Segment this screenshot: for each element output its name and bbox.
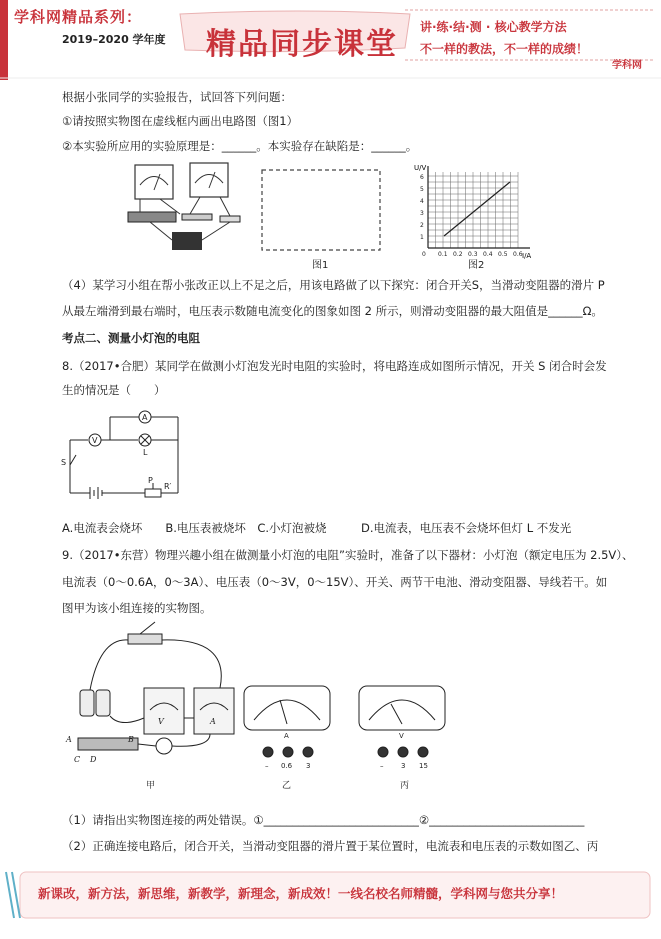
y-tick: 6 [420, 174, 424, 181]
ammeter-terminal: 3 [306, 762, 311, 770]
header-series: 学科网精品系列： [14, 8, 143, 26]
lamp-label: L [143, 448, 148, 457]
x-tick: 0 [422, 251, 426, 258]
ammeter-terminal: – [265, 762, 269, 770]
rheostat-terminal-A: A [66, 735, 72, 744]
question-4-line-2: 从最左端滑到最右端时，电压表示数随电流变化的图象如图 2 所示，则滑动变阻器的最大阻值是______Ω。 [62, 304, 603, 318]
graph-y-label: U/V [414, 164, 427, 172]
question-9-sub-1: （1）请指出实物图连接的两处错误。①___________________________②___________________________ [62, 813, 585, 827]
y-tick: 1 [420, 234, 424, 241]
circuit-diagram [60, 405, 190, 505]
graph-x-label: I/A [522, 252, 532, 260]
voltmeter-label: V [92, 436, 98, 445]
physical-circuit-figure [60, 618, 240, 768]
voltmeter-terminal: 15 [419, 762, 428, 770]
voltmeter-terminal: 3 [401, 762, 406, 770]
u-i-graph [400, 160, 540, 260]
footer-text: 新课改，新方法，新思维，新教学，新理念，新成效！一线名校名师精髓，学科网与您共分享！ [38, 886, 564, 901]
rheostat-terminal-D: D [90, 755, 97, 764]
rheostat-label: R′ [164, 482, 172, 491]
x-tick: 0.6 [513, 251, 523, 258]
ammeter-label-jia: A [210, 717, 216, 726]
voltmeter-dial-unit: V [399, 732, 404, 740]
question-2: ②本实验所应用的实验原理是：______。本实验存在缺陷是：______。 [62, 139, 418, 153]
question-8-line-2: 生的情况是（ ） [62, 383, 166, 397]
section-title: 考点二、测量小灯泡的电阻 [62, 331, 200, 345]
intro-text: 根据小张同学的实验报告，试回答下列问题： [62, 90, 292, 104]
question-8-options: A.电流表会烧坏 B.电压表被烧坏 C.小灯泡被烧 D.电流表，电压表不会烧坏但灯 L 不发光 [62, 521, 572, 535]
x-tick: 0.2 [453, 251, 463, 258]
y-tick: 5 [420, 186, 424, 193]
y-tick: 4 [420, 198, 424, 205]
voltmeter-terminal: – [380, 762, 384, 770]
question-1: ①请按照实物图在虚线框内画出电路图（图1） [62, 114, 299, 128]
voltmeter-label-jia: V [158, 717, 164, 726]
circuit-drawing-box [260, 168, 382, 252]
slider-label: P [148, 476, 153, 485]
question-9-line-3: 图甲为该小组连接的实物图。 [62, 601, 212, 615]
question-8-line-1: 8.（2017•合肥）某同学在做测小灯泡发光时电阻的实验时，将电路连成如图所示情况，开关 S 闭合时会发 [62, 359, 607, 373]
switch-label: S [61, 458, 67, 467]
ammeter-dial-unit: A [284, 732, 289, 740]
rheostat-terminal-C: C [74, 755, 81, 764]
figure-1-label: 图1 [312, 260, 329, 271]
question-9-line-1: 9.（2017•东营）物理兴趣小组在做测量小灯泡的电阻”实验时，准备了以下器材：小灯泡（额定电压为 2.5V）、 [62, 548, 634, 562]
question-9-line-2: 电流表（0～0.6A，0～3A）、电压表（0～3V，0～15V）、开关、两节干电池、滑动变阻器、导线若干。如 [62, 575, 608, 589]
ammeter-terminal: 0.6 [281, 762, 293, 770]
x-tick: 0.1 [438, 251, 448, 258]
x-tick: 0.3 [468, 251, 478, 258]
figure-bing-label: 丙 [400, 781, 410, 791]
apparatus-figure [120, 160, 250, 260]
y-tick: 2 [420, 222, 424, 229]
y-tick: 3 [420, 210, 424, 217]
ammeter-dial-figure [240, 680, 335, 770]
question-4-line-1: （4）某学习小组在帮小张改正以上不足之后，用该电路做了以下探究：闭合开关S，当滑动变阻器的滑片 P [62, 278, 605, 292]
rheostat-terminal-B: B [128, 735, 134, 744]
header-year: 2019–2020 学年度 [62, 33, 166, 46]
figure-yi-label: 乙 [282, 781, 292, 791]
header-slogan-2: 不一样的教法，不一样的成绩！ [420, 42, 589, 56]
question-9-sub-2: （2）正确连接电路后，闭合开关，当滑动变阻器的滑片置于某位置时，电流表和电压表的示数如图乙、丙 [62, 839, 599, 853]
header-main-title: 精品同步课堂 [206, 27, 398, 62]
header-slogan-1: 讲·练·结·测 · 核心教学方法 [420, 20, 567, 34]
header-logo: 学科网 [612, 60, 642, 71]
figure-jia-label: 甲 [146, 781, 156, 791]
ammeter-label: A [142, 413, 148, 422]
voltmeter-dial-figure [355, 680, 450, 770]
figure-2-label: 图2 [468, 260, 485, 271]
x-tick: 0.5 [498, 251, 508, 258]
x-tick: 0.4 [483, 251, 493, 258]
